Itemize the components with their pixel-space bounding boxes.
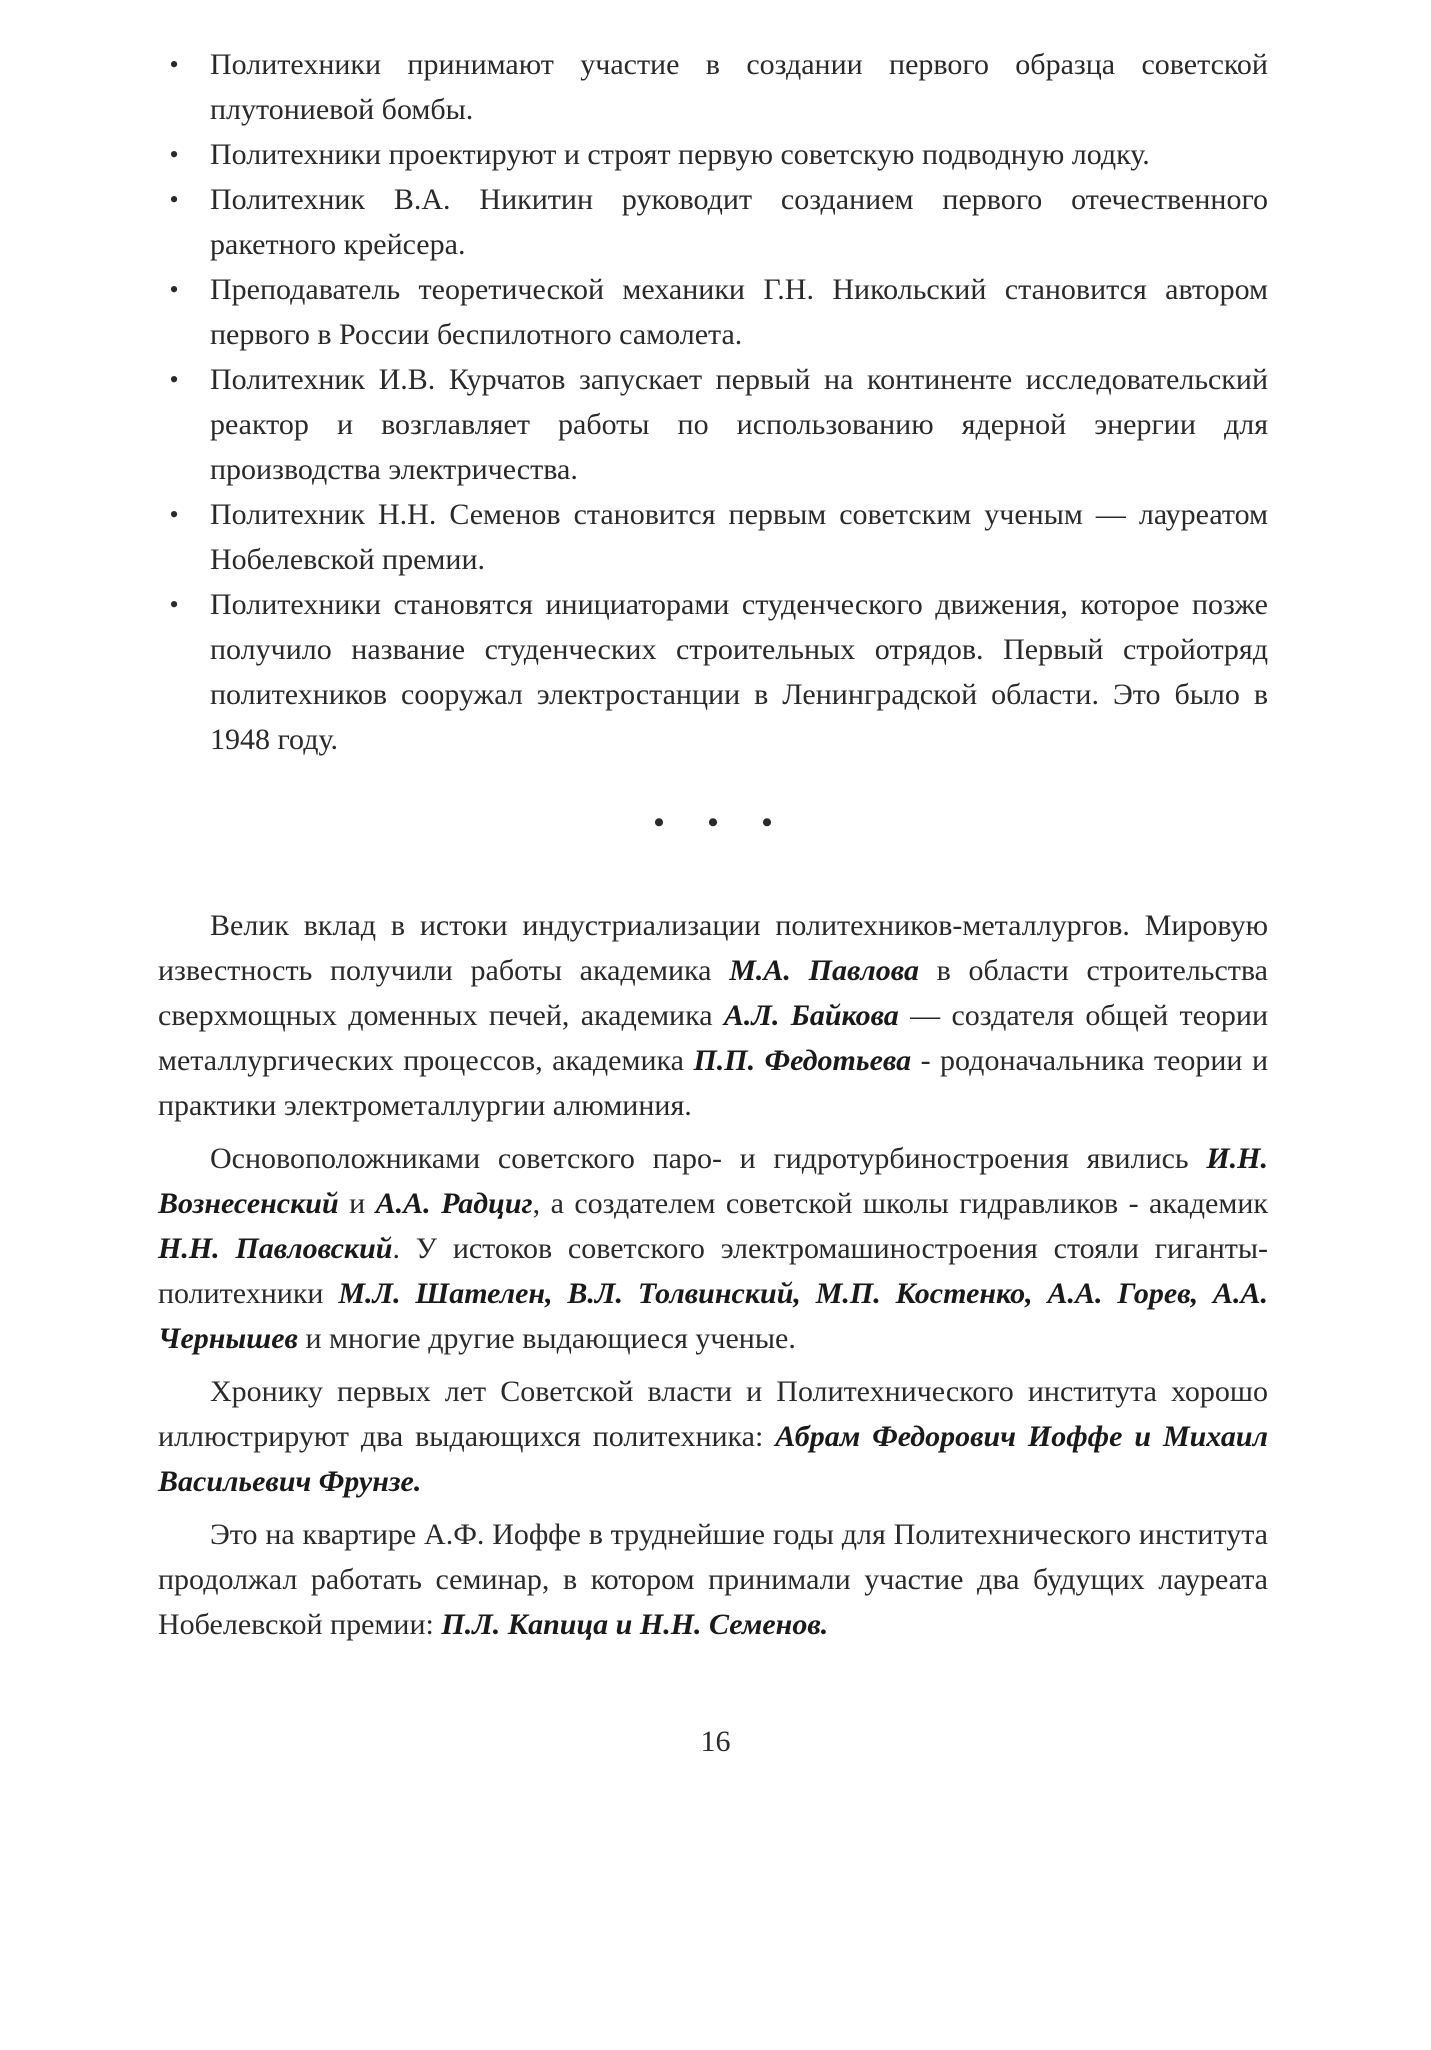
person-name: П.Л. Капица и Н.Н. Семенов.: [441, 1608, 829, 1641]
body-text: [158, 903, 1268, 1647]
paragraph: [158, 1369, 1268, 1504]
page-content: [158, 42, 1268, 1655]
person-name: Абрам Федорович Иоффе и Михаил Васильевич Фрунзе.: [158, 1420, 1268, 1498]
bullet-icon: •: [169, 500, 179, 529]
person-name: И.Н. Вознесенский: [158, 1142, 1268, 1220]
list-item: [158, 492, 1268, 582]
person-name: М.Л. Шателен, В.Л. Толвинский, М.П. Костенко, А.А. Горев, А.А. Чернышев: [158, 1277, 1268, 1355]
paragraph: [158, 1136, 1268, 1361]
bullet-icon: •: [169, 275, 179, 304]
list-item-text: Политехники проектируют и строят первую советскую подводную лодку.: [210, 138, 1150, 171]
person-name: М.А. Павлова: [729, 954, 919, 987]
list-item-text: Политехники принимают участие в создании первого образца советской плутониевой бомбы.: [210, 48, 1268, 126]
list-item: [158, 582, 1268, 762]
list-item: [158, 42, 1268, 132]
paragraph-text: Основоположниками советского паро- и гидротурбиностроения явились: [210, 1142, 1207, 1175]
paragraph-text: , а создателем советской школы гидравликов - академик: [532, 1187, 1268, 1220]
list-item: [158, 267, 1268, 357]
person-name: А.Л. Байкова: [723, 999, 899, 1032]
paragraph-text: Хронику первых лет Советской власти и Политехнического института хорошо иллюстрируют два выдающихся политехника:: [158, 1375, 1268, 1453]
person-name: П.П. Федотьева: [693, 1044, 912, 1077]
paragraph-text: и: [338, 1187, 376, 1220]
list-item-text: Политехник Н.Н. Семенов становится первым советским ученым — лауреатом Нобелевской премии.: [210, 498, 1268, 576]
paragraph-text: . У истоков советского электромашиностроения стояли гиганты-политехники: [158, 1232, 1269, 1310]
person-name: Н.Н. Павловский: [158, 1232, 393, 1265]
paragraph-text: и многие другие выдающиеся ученые.: [297, 1322, 796, 1355]
paragraph-text: в области строительства сверхмощных доменных печей, академика: [158, 954, 1268, 1032]
list-item: [158, 132, 1268, 177]
page-number: 16: [700, 1725, 731, 1758]
paragraph-text: Велик вклад в истоки индустриализации политехников-металлургов. Мировую известность получили работы академика: [158, 909, 1268, 987]
paragraph: [158, 903, 1268, 1128]
bullet-icon: •: [169, 140, 179, 169]
bullet-icon: •: [169, 365, 179, 394]
paragraph-text: — создателя общей теории металлургических процессов, академика: [158, 999, 1268, 1077]
list-item-text: Преподаватель теоретической механики Г.Н. Никольский становится автором первого в России беспилотного самолета.: [210, 273, 1268, 351]
paragraph-text: Это на квартире А.Ф. Иоффе в труднейшие годы для Политехнического института продолжал работать семинар, в котором принимали участие два будущих лауреата Нобелевской премии:: [158, 1518, 1268, 1641]
list-item: [158, 177, 1268, 267]
list-item-text: Политехники становятся инициаторами студенческого движения, которое позже получило название студенческих строительных отрядов. Первый стройотряд политехников сооружал электростанции в Ленинградской области. Это было в 1948 году.: [210, 588, 1268, 756]
bullet-icon: •: [169, 185, 179, 214]
paragraph: [158, 1512, 1268, 1647]
paragraph-text: - родоначальника теории и практики электрометаллургии алюминия.: [158, 1044, 1269, 1122]
bullet-icon: •: [169, 50, 179, 79]
person-name: А.А. Радциг: [375, 1187, 533, 1220]
list-item-text: Политехник В.А. Никитин руководит созданием первого отечественного ракетного крейсера.: [210, 183, 1268, 261]
bullet-icon: •: [169, 590, 179, 619]
section-separator: • • •: [653, 806, 791, 839]
achievements-list: [158, 42, 1268, 762]
list-item-text: Политехник И.В. Курчатов запускает первый на континенте исследовательский реактор и возглавляет работы по использованию ядерной энергии для производства электричества.: [210, 363, 1268, 486]
list-item: [158, 357, 1268, 492]
